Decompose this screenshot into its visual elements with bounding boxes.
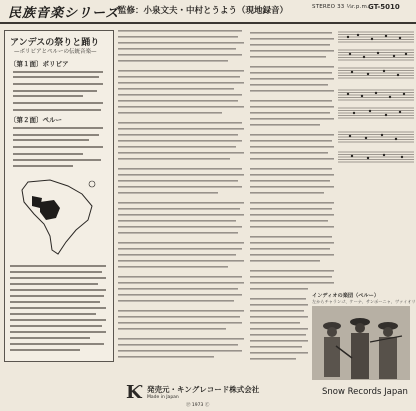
track-line (13, 165, 73, 167)
king-records-logo: Ƙ (126, 382, 142, 403)
track-list-panel (4, 30, 114, 362)
track-line (13, 102, 103, 104)
map-icon (10, 176, 108, 256)
track-line (13, 139, 89, 141)
made-in-japan: Made in Japan (147, 395, 179, 400)
copyright: Ⓟ 1973 Ⓒ (186, 403, 210, 408)
photo-caption: インディオの楽団（ペルー） (312, 293, 380, 299)
track-line (13, 134, 99, 136)
track-line (13, 109, 101, 111)
side-2-heading: 〔第２面〕ペルー (10, 116, 62, 124)
album-subtitle: —ボリビアとペルーの伝統音楽— (14, 49, 97, 55)
music-score (338, 28, 414, 176)
text-block (118, 28, 246, 368)
south-america-map (10, 176, 108, 256)
track-line (13, 159, 101, 161)
stereo-label: STEREO 33 ⅓r.p.m. (312, 4, 370, 10)
band-photo-icon (312, 306, 410, 380)
liner-notes-column-1 (118, 28, 246, 368)
track-line (13, 153, 83, 155)
track-line (13, 127, 103, 129)
track-line (13, 146, 103, 148)
side-1-heading: 〔第１面〕ボリビア (10, 60, 69, 68)
photo-subcaption: 左からチャランゴ、ケーナ、サンポーニャ、ヴァイオリ (312, 299, 416, 304)
publisher: 発売元・キングレコード株式会社 (147, 385, 260, 394)
track-line (13, 76, 99, 78)
series-title: 民族音楽シリーズ (8, 6, 120, 21)
track-line (13, 90, 97, 92)
supervisor-credit: 監修：小泉文夫・中村とうよう（現地録音） (118, 6, 289, 16)
catalog-number: GT-5010 (368, 3, 400, 11)
track-line (13, 95, 83, 97)
score-icon (338, 28, 414, 176)
notes-block (10, 263, 108, 355)
album-title: アンデスの祭りと踊り (10, 38, 100, 48)
watermark: Snow Records Japan (322, 387, 408, 397)
musicians-photo (312, 306, 410, 380)
track-line (13, 71, 103, 73)
track-line (13, 83, 103, 85)
